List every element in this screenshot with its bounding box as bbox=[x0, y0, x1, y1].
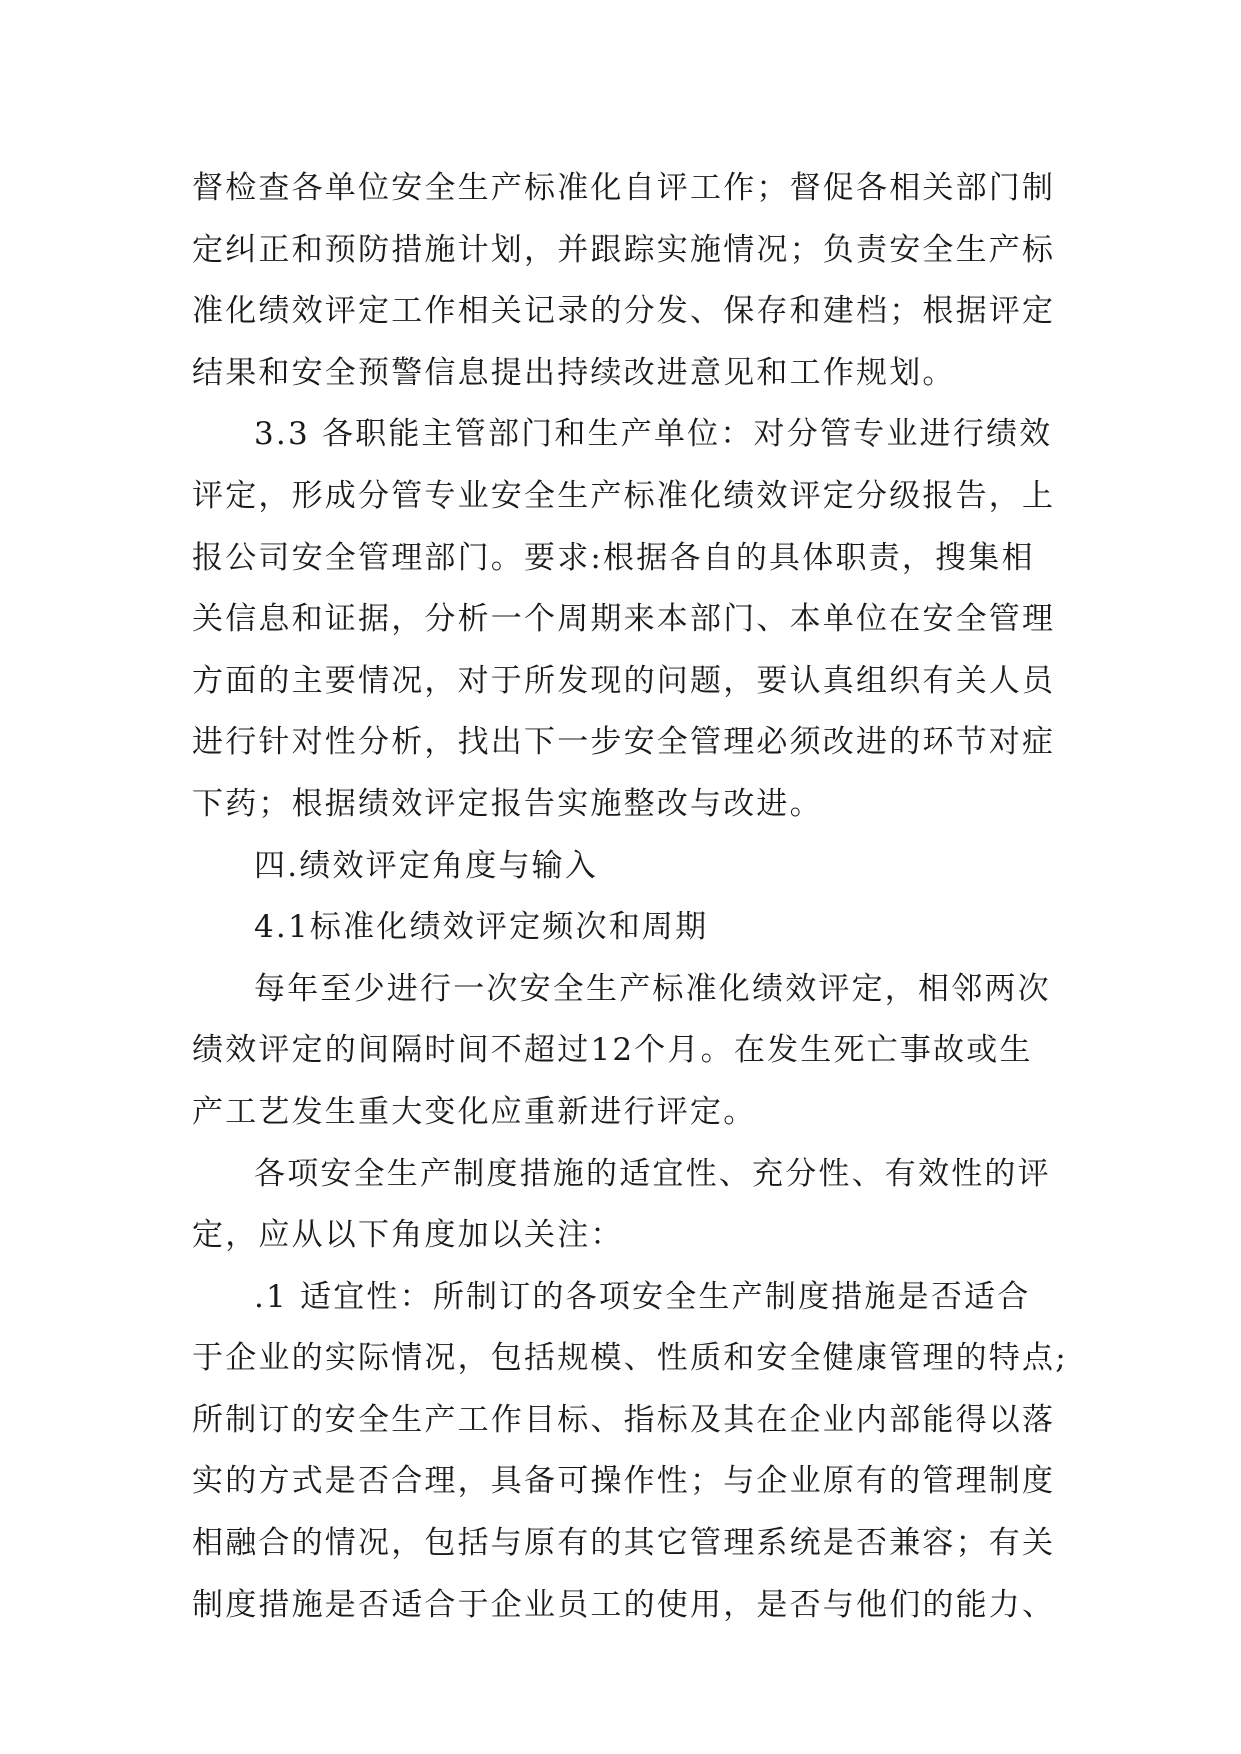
text-line: 准化绩效评定工作相关记录的分发、保存和建档；根据评定 bbox=[192, 293, 1056, 330]
text-line: 所制订的安全生产工作目标、指标及其在企业内部能得以落 bbox=[192, 1401, 1056, 1438]
text-line: 定纠正和预防措施计划，并跟踪实施情况；负责安全生产标 bbox=[192, 231, 1056, 268]
section-heading: 四.绩效评定角度与输入 bbox=[254, 847, 599, 884]
text-line: 相融合的情况，包括与原有的其它管理系统是否兼容；有关 bbox=[192, 1525, 1056, 1562]
text-line: 绩效评定的间隔时间不超过12个月。在发生死亡事故或生 bbox=[192, 1032, 1033, 1069]
text-line: 关信息和证据，分析一个周期来本部门、本单位在安全管理 bbox=[192, 601, 1056, 638]
text-line: 制度措施是否适合于企业员工的使用，是否与他们的能力、 bbox=[192, 1586, 1056, 1623]
text-line: 于企业的实际情况，包括规模、性质和安全健康管理的特点; bbox=[192, 1340, 1068, 1377]
text-line: 方面的主要情况，对于所发现的问题，要认真组织有关人员 bbox=[192, 662, 1056, 699]
text-line: 下药；根据绩效评定报告实施整改与改进。 bbox=[192, 785, 823, 822]
text-line: .1 适宜性：所制订的各项安全生产制度措施是否适合 bbox=[254, 1278, 1031, 1315]
document-body bbox=[192, 158, 1072, 1636]
text-line: 进行针对性分析，找出下一步安全管理必须改进的环节对症 bbox=[192, 724, 1056, 761]
text-line: 产工艺发生重大变化应重新进行评定。 bbox=[192, 1093, 757, 1130]
text-line: 结果和安全预警信息提出持续改进意见和工作规划。 bbox=[192, 354, 956, 391]
text-line: 定，应从以下角度加以关注： bbox=[192, 1217, 624, 1254]
subsection-heading: 4.1标准化绩效评定频次和周期 bbox=[254, 909, 709, 946]
text-line: 报公司安全管理部门。要求:根据各自的具体职责，搜集相 bbox=[192, 539, 1035, 576]
text-line: 各项安全生产制度措施的适宜性、充分性、有效性的评 bbox=[254, 1155, 1051, 1192]
text-line: 实的方式是否合理，具备可操作性；与企业原有的管理制度 bbox=[192, 1463, 1056, 1500]
text-line: 每年至少进行一次安全生产标准化绩效评定，相邻两次 bbox=[254, 970, 1051, 1007]
text-line: 督检查各单位安全生产标准化自评工作；督促各相关部门制 bbox=[192, 170, 1056, 206]
text-line: 评定，形成分管专业安全生产标准化绩效评定分级报告，上 bbox=[192, 477, 1056, 514]
text-line: 3.3 各职能主管部门和生产单位：对分管专业进行绩效 bbox=[254, 416, 1053, 453]
